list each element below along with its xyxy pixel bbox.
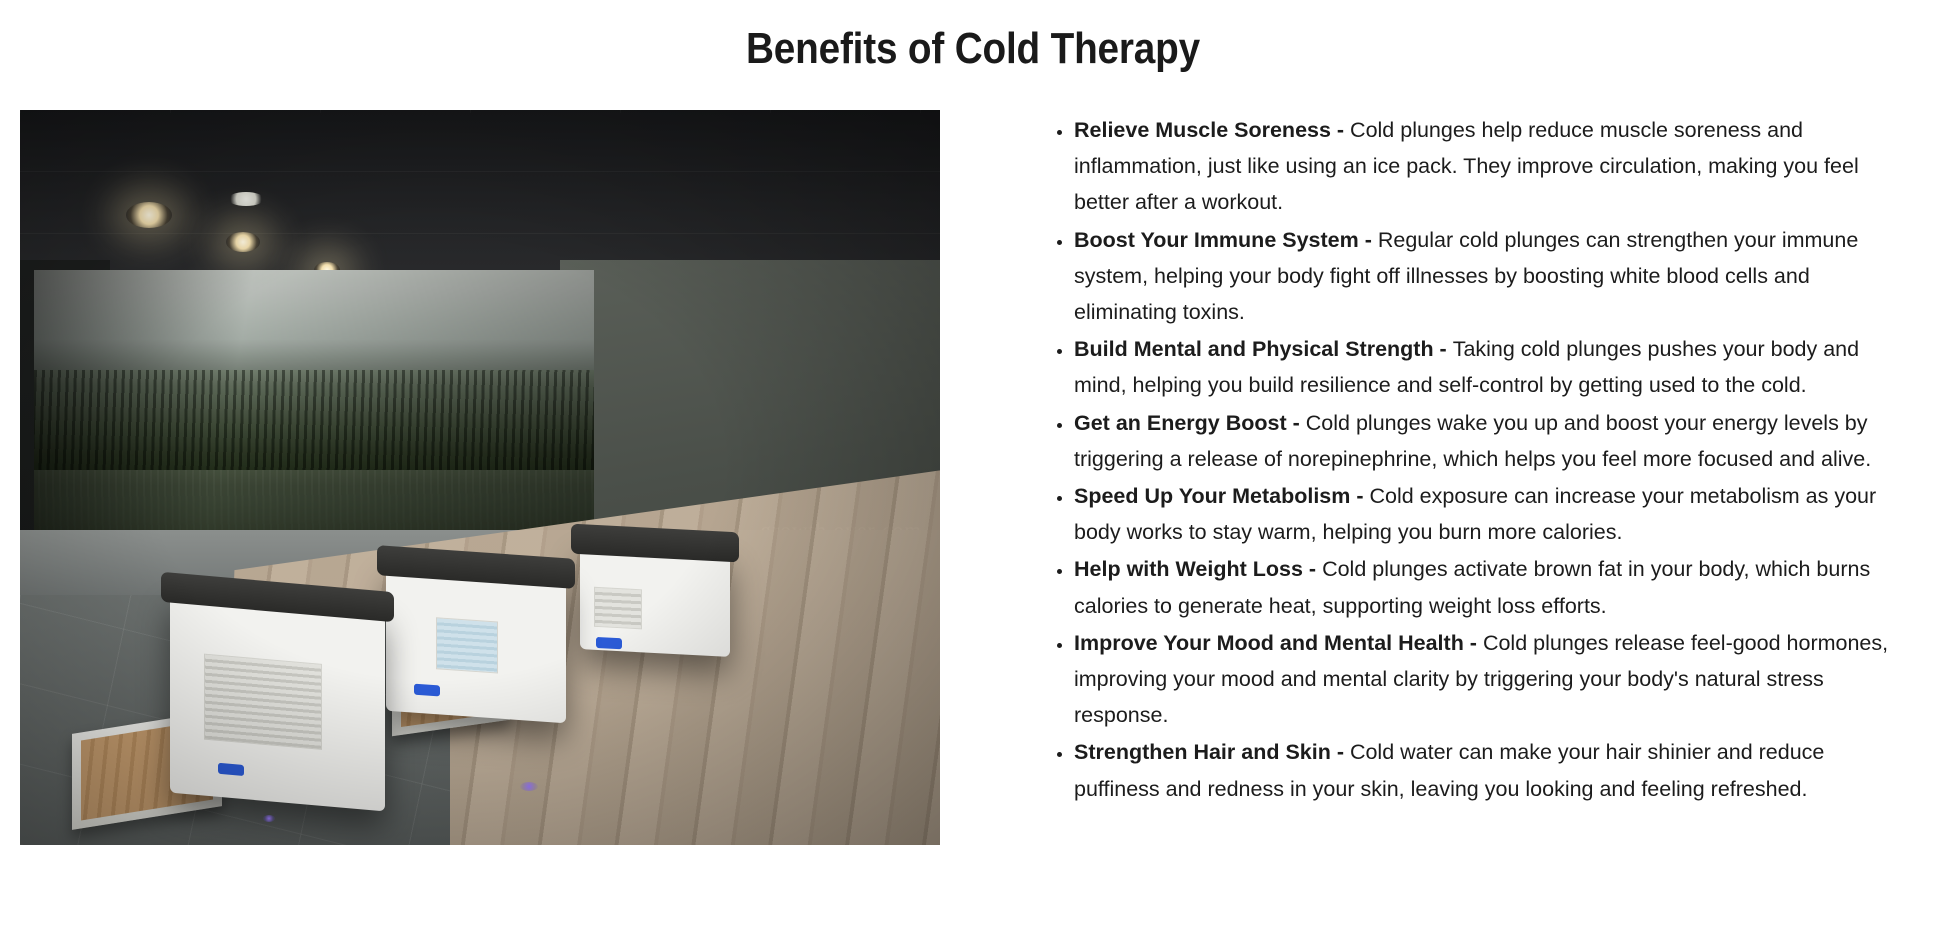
benefit-text: Cold plunges release feel-good hormones, improving your mood and mental clarity by triggering your body's natural stress response.: [1074, 630, 1889, 728]
tub-vent: [204, 654, 322, 750]
tub-badge: [596, 637, 622, 649]
cold-plunge-tub: [170, 593, 385, 812]
floor-light-glow: [263, 815, 275, 822]
ceiling-fixture-icon: [228, 192, 264, 206]
media-column: [20, 110, 940, 845]
list-item: [1074, 625, 1898, 734]
list-item: [1074, 478, 1898, 550]
benefit-text: Cold plunges wake you up and boost your energy levels by triggering a release of norepinephrine, which helps you feel more focused and alive.: [1074, 410, 1872, 471]
benefit-term: Improve Your Mood and Mental Health -: [1074, 630, 1483, 655]
list-item: [1074, 734, 1898, 806]
benefit-term: Boost Your Immune System -: [1074, 227, 1378, 252]
benefit-term: Build Mental and Physical Strength -: [1074, 337, 1453, 362]
cold-plunge-tub: [580, 544, 730, 657]
benefit-text: Cold plunges activate brown fat in your body, which burns calories to generate heat, supporting weight loss efforts.: [1074, 557, 1871, 618]
list-item: [1074, 331, 1898, 403]
benefit-term: Help with Weight Loss -: [1074, 557, 1323, 582]
page-title: Benefits of Cold Therapy: [745, 24, 1200, 73]
tub-vent: [594, 587, 642, 630]
benefits-list: [1048, 112, 1898, 807]
cold-plunge-tub: [386, 566, 566, 724]
cold-plunge-room-photo: [20, 110, 940, 845]
floor-light-glow: [520, 782, 538, 791]
benefit-term: Relieve Muscle Soreness -: [1074, 118, 1351, 142]
content-row: [0, 110, 1946, 845]
benefit-text: Regular cold plunges can strengthen your immune system, helping your body fight off illnesses by boosting white blood cells and eliminating toxins.: [1074, 227, 1859, 325]
benefit-term: Strengthen Hair and Skin -: [1074, 740, 1350, 765]
benefit-text: Taking cold plunges pushes your body and mind, helping you build resilience and self-control by getting used to the cold.: [1074, 337, 1860, 398]
list-item: [1074, 112, 1898, 221]
benefit-term: Speed Up Your Metabolism -: [1074, 484, 1370, 509]
tub-vent: [436, 617, 498, 673]
benefit-term: Get an Energy Boost -: [1074, 410, 1306, 435]
list-item: [1074, 222, 1898, 331]
benefit-text: Cold exposure can increase your metabolism as your body works to stay warm, helping you burn more calories.: [1074, 484, 1877, 545]
ceiling-light-icon: [126, 202, 172, 228]
tub-badge: [414, 684, 440, 697]
list-item: [1074, 405, 1898, 477]
benefit-text: Cold plunges help reduce muscle soreness and inflammation, just like using an ice pack. They improve circulation, making you feel better after a workout.: [1074, 118, 1859, 215]
ceiling-light-icon: [226, 232, 260, 252]
benefit-text: Cold water can make your hair shinier and reduce puffiness and redness in your skin, leaving you looking and feeling refreshed.: [1074, 740, 1825, 801]
tub-badge: [218, 763, 244, 776]
benefits-column: [940, 110, 1926, 808]
list-item: [1074, 551, 1898, 623]
